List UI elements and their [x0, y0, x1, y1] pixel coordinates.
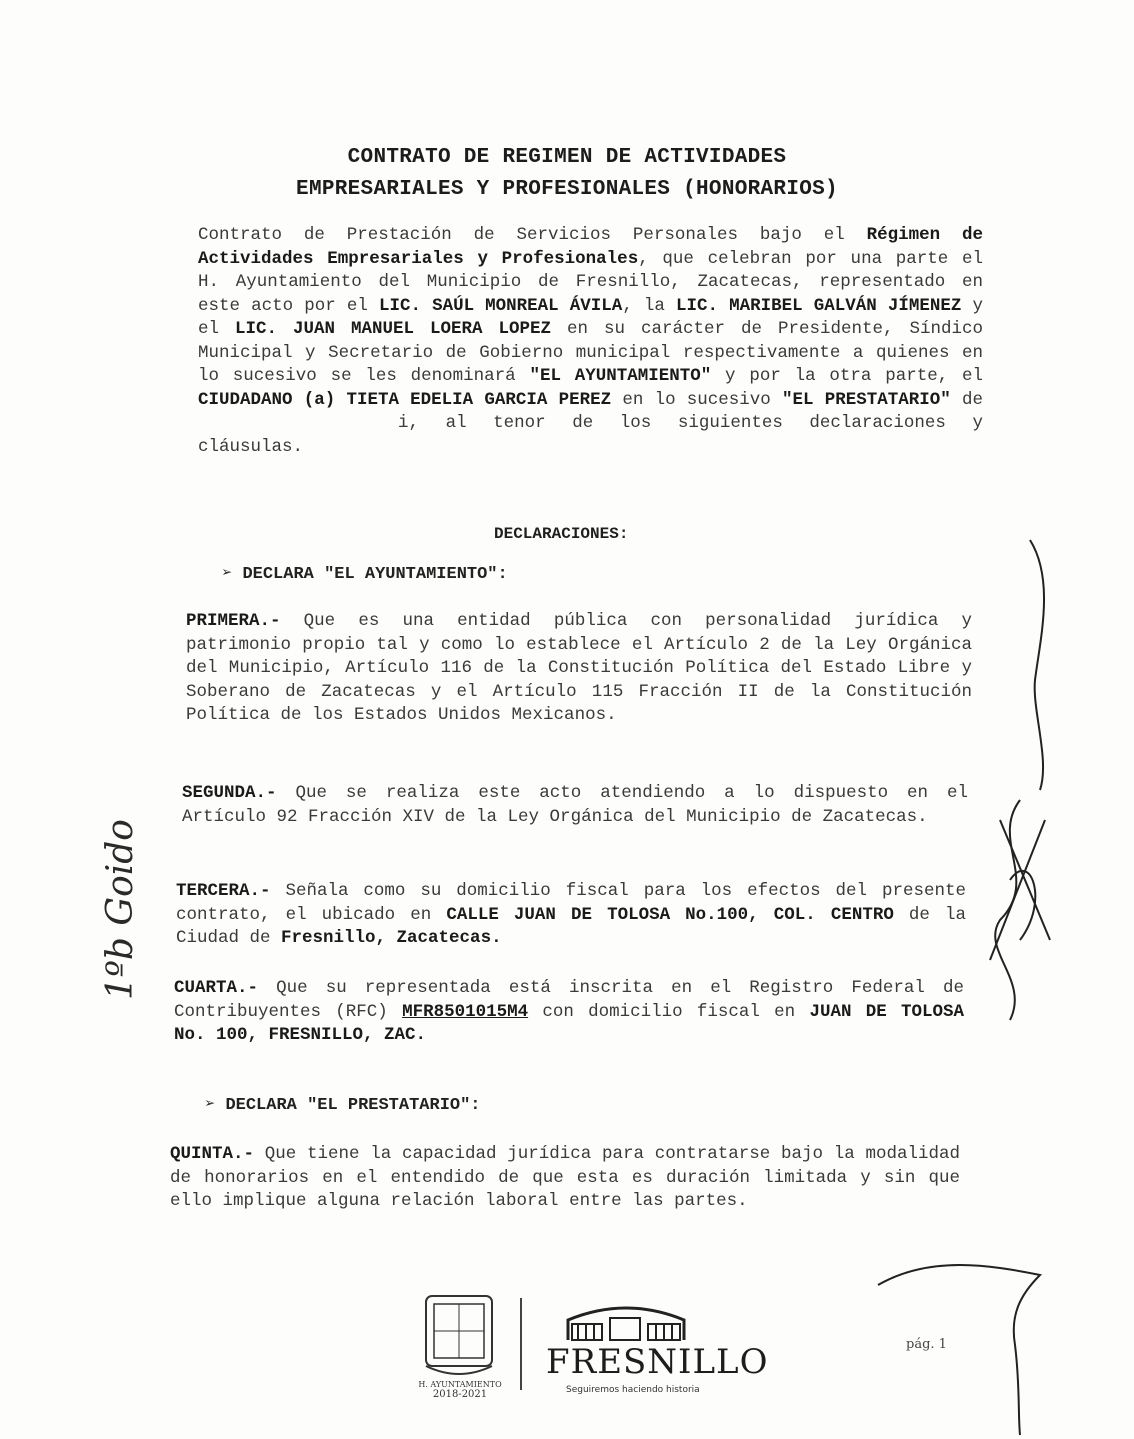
clause-tercera: TERCERA.- Señala como su domicilio fiscal para los efectos del presente contrato, el ubicado en CALLE JUAN DE TOLOSA No.100, COL. CENTRO de la Ciudad de Fresnillo, Zacatecas. [176, 881, 966, 948]
fresnillo-skyline-icon [566, 1300, 686, 1346]
declara-ayuntamiento-heading: ➢ DECLARA "EL AYUNTAMIENTO": [222, 565, 508, 584]
municipal-seal-icon [420, 1290, 498, 1386]
bullet-arrow-icon: ➢ [222, 565, 233, 584]
rfc-value: MFR8501015M4 [402, 1001, 529, 1022]
handwritten-margin-note: 1ºb Goido [100, 819, 141, 1000]
clause-primera: PRIMERA.- Que es una entidad pública con personalidad jurídica y patrimonio propio tal y como lo establece el Artículo 2 de la Ley Orgánica del Municipio, Artículo 116 de la Constitución Política del Estado Libre y Soberano de Zacatecas y el Artículo 115 Fracción II de la Constitución Política de los Estados Unidos Mexicanos. [186, 611, 972, 725]
clause-segunda: SEGUNDA.- Que se realiza este acto atendiendo a lo dispuesto en el Artículo 92 Fracción XIV de la Ley Orgánica del Municipio de Zacatecas. [182, 783, 968, 827]
signature-icon [960, 520, 1080, 1040]
title-line-2: EMPRESARIALES Y PROFESIONALES (HONORARIOS) [296, 178, 838, 201]
seal-caption-line-1: H. AYUNTAMIENTO [418, 1380, 502, 1389]
page-number: pág. 1 [906, 1337, 947, 1352]
declara-prestatario-heading: ➢ DECLARA "EL PRESTATARIO": [205, 1096, 481, 1115]
clause-cuarta: CUARTA.- Que su representada está inscrita en el Registro Federal de Contribuyentes (RFC) MFR8501015M4 con domicilio fiscal en JUAN DE TOLOSA No. 100, FRESNILLO, ZAC. [174, 978, 964, 1045]
clause-quinta: QUINTA.- Que tiene la capacidad jurídica para contratarse bajo la modalidad de honorarios en el entendido de que esta es duración limitada y sin que ello implique alguna relación laboral entre las partes. [170, 1144, 960, 1211]
seal-caption-line-2: 2018-2021 [432, 1389, 488, 1400]
initials-scribble-icon [870, 1255, 1070, 1439]
bullet-arrow-icon: ➢ [205, 1096, 216, 1115]
intro-paragraph: Contrato de Prestación de Servicios Personales bajo el Régimen de Actividades Empresariales y Profesionales, que celebran por una parte el H. Ayuntamiento del Municipio de Fresnillo, Zacatecas, representado en este acto por el LIC. SAÚL MONREAL ÁVILA, la LIC. MARIBEL GALVÁN JÍMENEZ y el LIC. JUAN MANUEL LOERA LOPEZ en su carácter de Presidente, Síndico Municipal y Secretario de Gobierno municipal respectivamente a quienes en lo sucesivo se les denominará "EL AYUNTAMIENTO" y por la otra parte, el CIUDADANO (a) TIETA EDELIA GARCIA PEREZ en lo sucesivo "EL PRESTATARIO" de i, al tenor de los siguientes declaraciones y cláusulas. [198, 225, 983, 457]
fresnillo-brand: FRESNILLO [546, 1342, 769, 1382]
declaraciones-heading: DECLARACIONES: [494, 525, 629, 543]
fresnillo-tagline: Seguiremos haciendo historia [566, 1385, 700, 1395]
footer-divider [520, 1298, 522, 1390]
title-line-1: CONTRATO DE REGIMEN DE ACTIVIDADES [347, 146, 787, 169]
